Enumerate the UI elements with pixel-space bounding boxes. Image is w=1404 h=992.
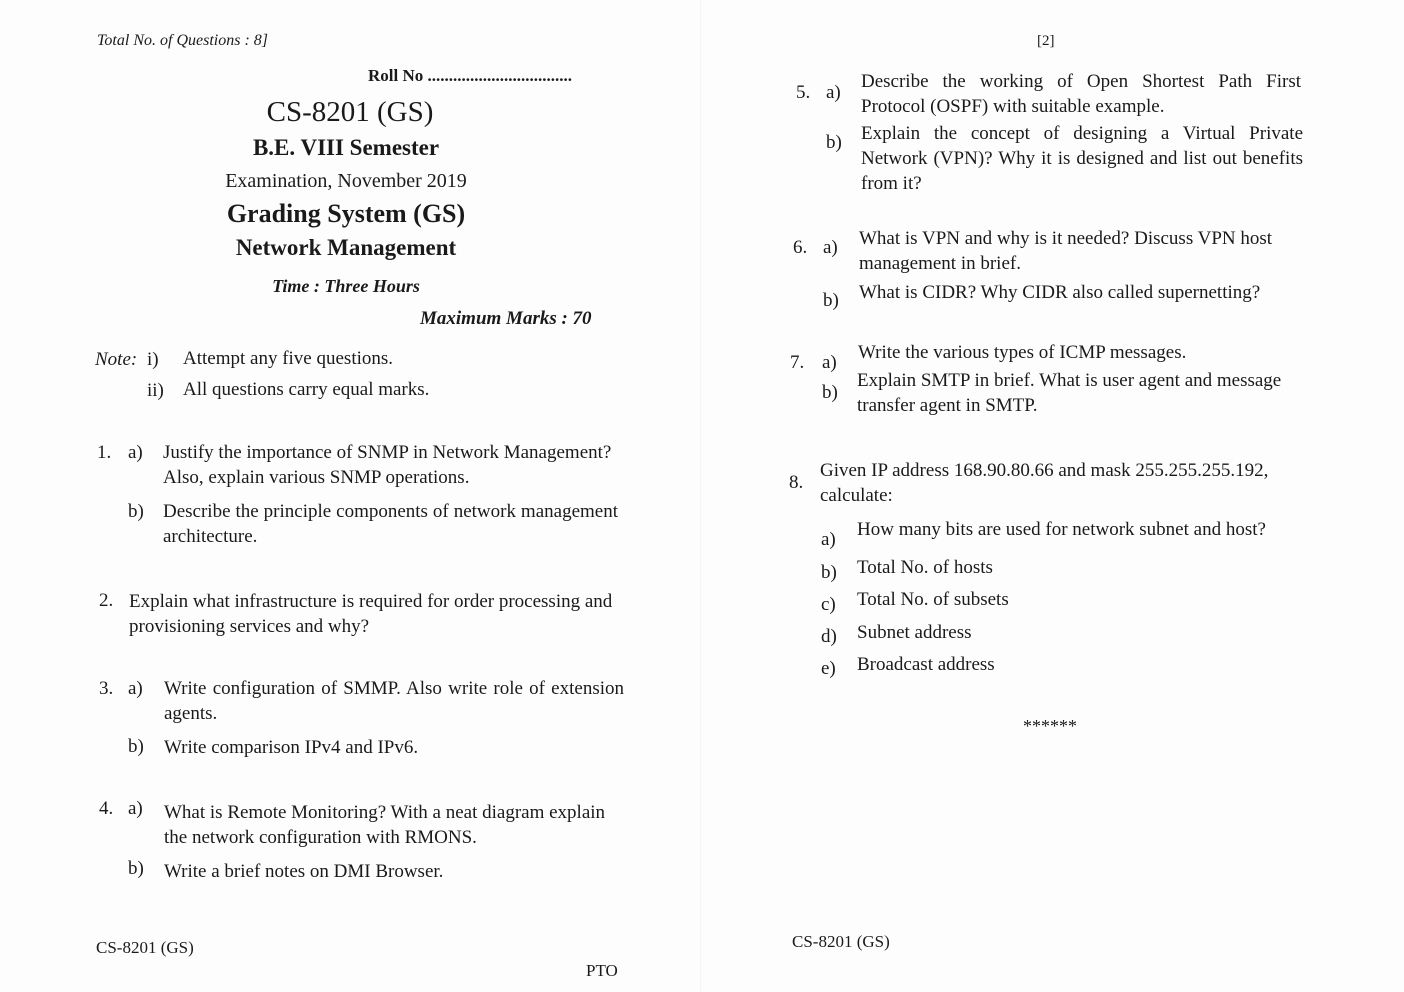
question-text: Explain what infrastructure is required for order processing and provisioning services and why? <box>129 591 613 637</box>
question-number: 5. <box>796 82 811 103</box>
part-label: b) <box>822 382 838 403</box>
question-text: Explain the concept of designing a Virtual Private Network (VPN)? Why it is designed and list out benefits from it? <box>861 123 1303 194</box>
part-label: a) <box>822 352 837 373</box>
question-text: Explain SMTP in brief. What is user agent and message transfer agent in SMTP. <box>857 370 1282 416</box>
page-divider <box>700 0 701 992</box>
part-label: a) <box>128 442 143 463</box>
note-text: Attempt any five questions. <box>183 348 394 369</box>
part-label: b) <box>823 290 839 311</box>
pto-label: PTO <box>586 961 618 980</box>
part-label: b) <box>821 562 837 583</box>
exam-duration: Time : Three Hours <box>272 276 420 296</box>
note-label: Note: <box>95 349 138 370</box>
semester: B.E. VIII Semester <box>252 135 440 160</box>
subject-title: Network Management <box>235 235 457 260</box>
footer-course-code: CS-8201 (GS) <box>96 938 194 957</box>
question-text: Write comparison IPv4 and IPv6. <box>164 737 419 758</box>
question-text: Write the various types of ICMP messages. <box>858 342 1187 363</box>
maximum-marks: Maximum Marks : 70 <box>420 308 592 329</box>
part-label: b) <box>128 501 144 522</box>
part-label: b) <box>128 736 144 757</box>
part-label: e) <box>821 658 836 679</box>
exam-session: Examination, November 2019 <box>225 170 467 192</box>
part-label: a) <box>823 237 838 258</box>
question-text: Total No. of subsets <box>857 589 1009 610</box>
part-label: a) <box>128 678 143 699</box>
question-text: Given IP address 168.90.80.66 and mask 255.255.255.192, calculate: <box>820 460 1269 506</box>
note-number: i) <box>147 349 159 370</box>
question-text: Describe the principle components of network management architecture. <box>163 501 618 547</box>
question-number: 6. <box>793 237 808 258</box>
question-text: Subnet address <box>857 622 972 643</box>
question-text: Write configuration of SMMP. Also write role of extension agents. <box>164 678 624 724</box>
question-number: 3. <box>99 678 114 699</box>
roll-no-field: Roll No .................................. <box>368 66 572 85</box>
part-label: b) <box>826 132 842 153</box>
question-text: How many bits are used for network subnet and host? <box>857 519 1266 540</box>
part-label: b) <box>128 858 144 879</box>
question-text: Broadcast address <box>857 654 995 675</box>
page-number: [2] <box>1037 33 1055 49</box>
note-number: ii) <box>147 380 164 401</box>
end-of-paper-mark: ****** <box>1023 716 1077 736</box>
question-number: 7. <box>790 352 805 373</box>
question-text: What is VPN and why is it needed? Discuss VPN host management in brief. <box>859 228 1273 274</box>
total-questions: Total No. of Questions : 8] <box>97 32 268 49</box>
note-text: All questions carry equal marks. <box>183 379 430 400</box>
footer-course-code: CS-8201 (GS) <box>792 932 890 951</box>
part-label: a) <box>128 798 143 819</box>
question-text: What is CIDR? Why CIDR also called supernetting? <box>859 282 1261 303</box>
part-label: a) <box>826 82 841 103</box>
question-text: Describe the working of Open Shortest Path First Protocol (OSPF) with suitable example. <box>861 71 1301 117</box>
part-label: c) <box>821 594 836 615</box>
question-text: What is Remote Monitoring? With a neat diagram explain the network configuration with RMONS. <box>164 802 606 848</box>
question-number: 1. <box>97 442 112 463</box>
part-label: d) <box>821 626 837 647</box>
question-text: Write a brief notes on DMI Browser. <box>164 861 444 882</box>
grading-system: Grading System (GS) <box>226 199 466 228</box>
question-number: 2. <box>99 590 114 611</box>
question-number: 4. <box>99 798 114 819</box>
part-label: a) <box>821 529 836 550</box>
question-text: Total No. of hosts <box>857 557 993 578</box>
course-code: CS-8201 (GS) <box>266 96 434 128</box>
question-text: Justify the importance of SNMP in Network Management? Also, explain various SNMP operations. <box>163 442 612 488</box>
question-number: 8. <box>789 472 804 493</box>
